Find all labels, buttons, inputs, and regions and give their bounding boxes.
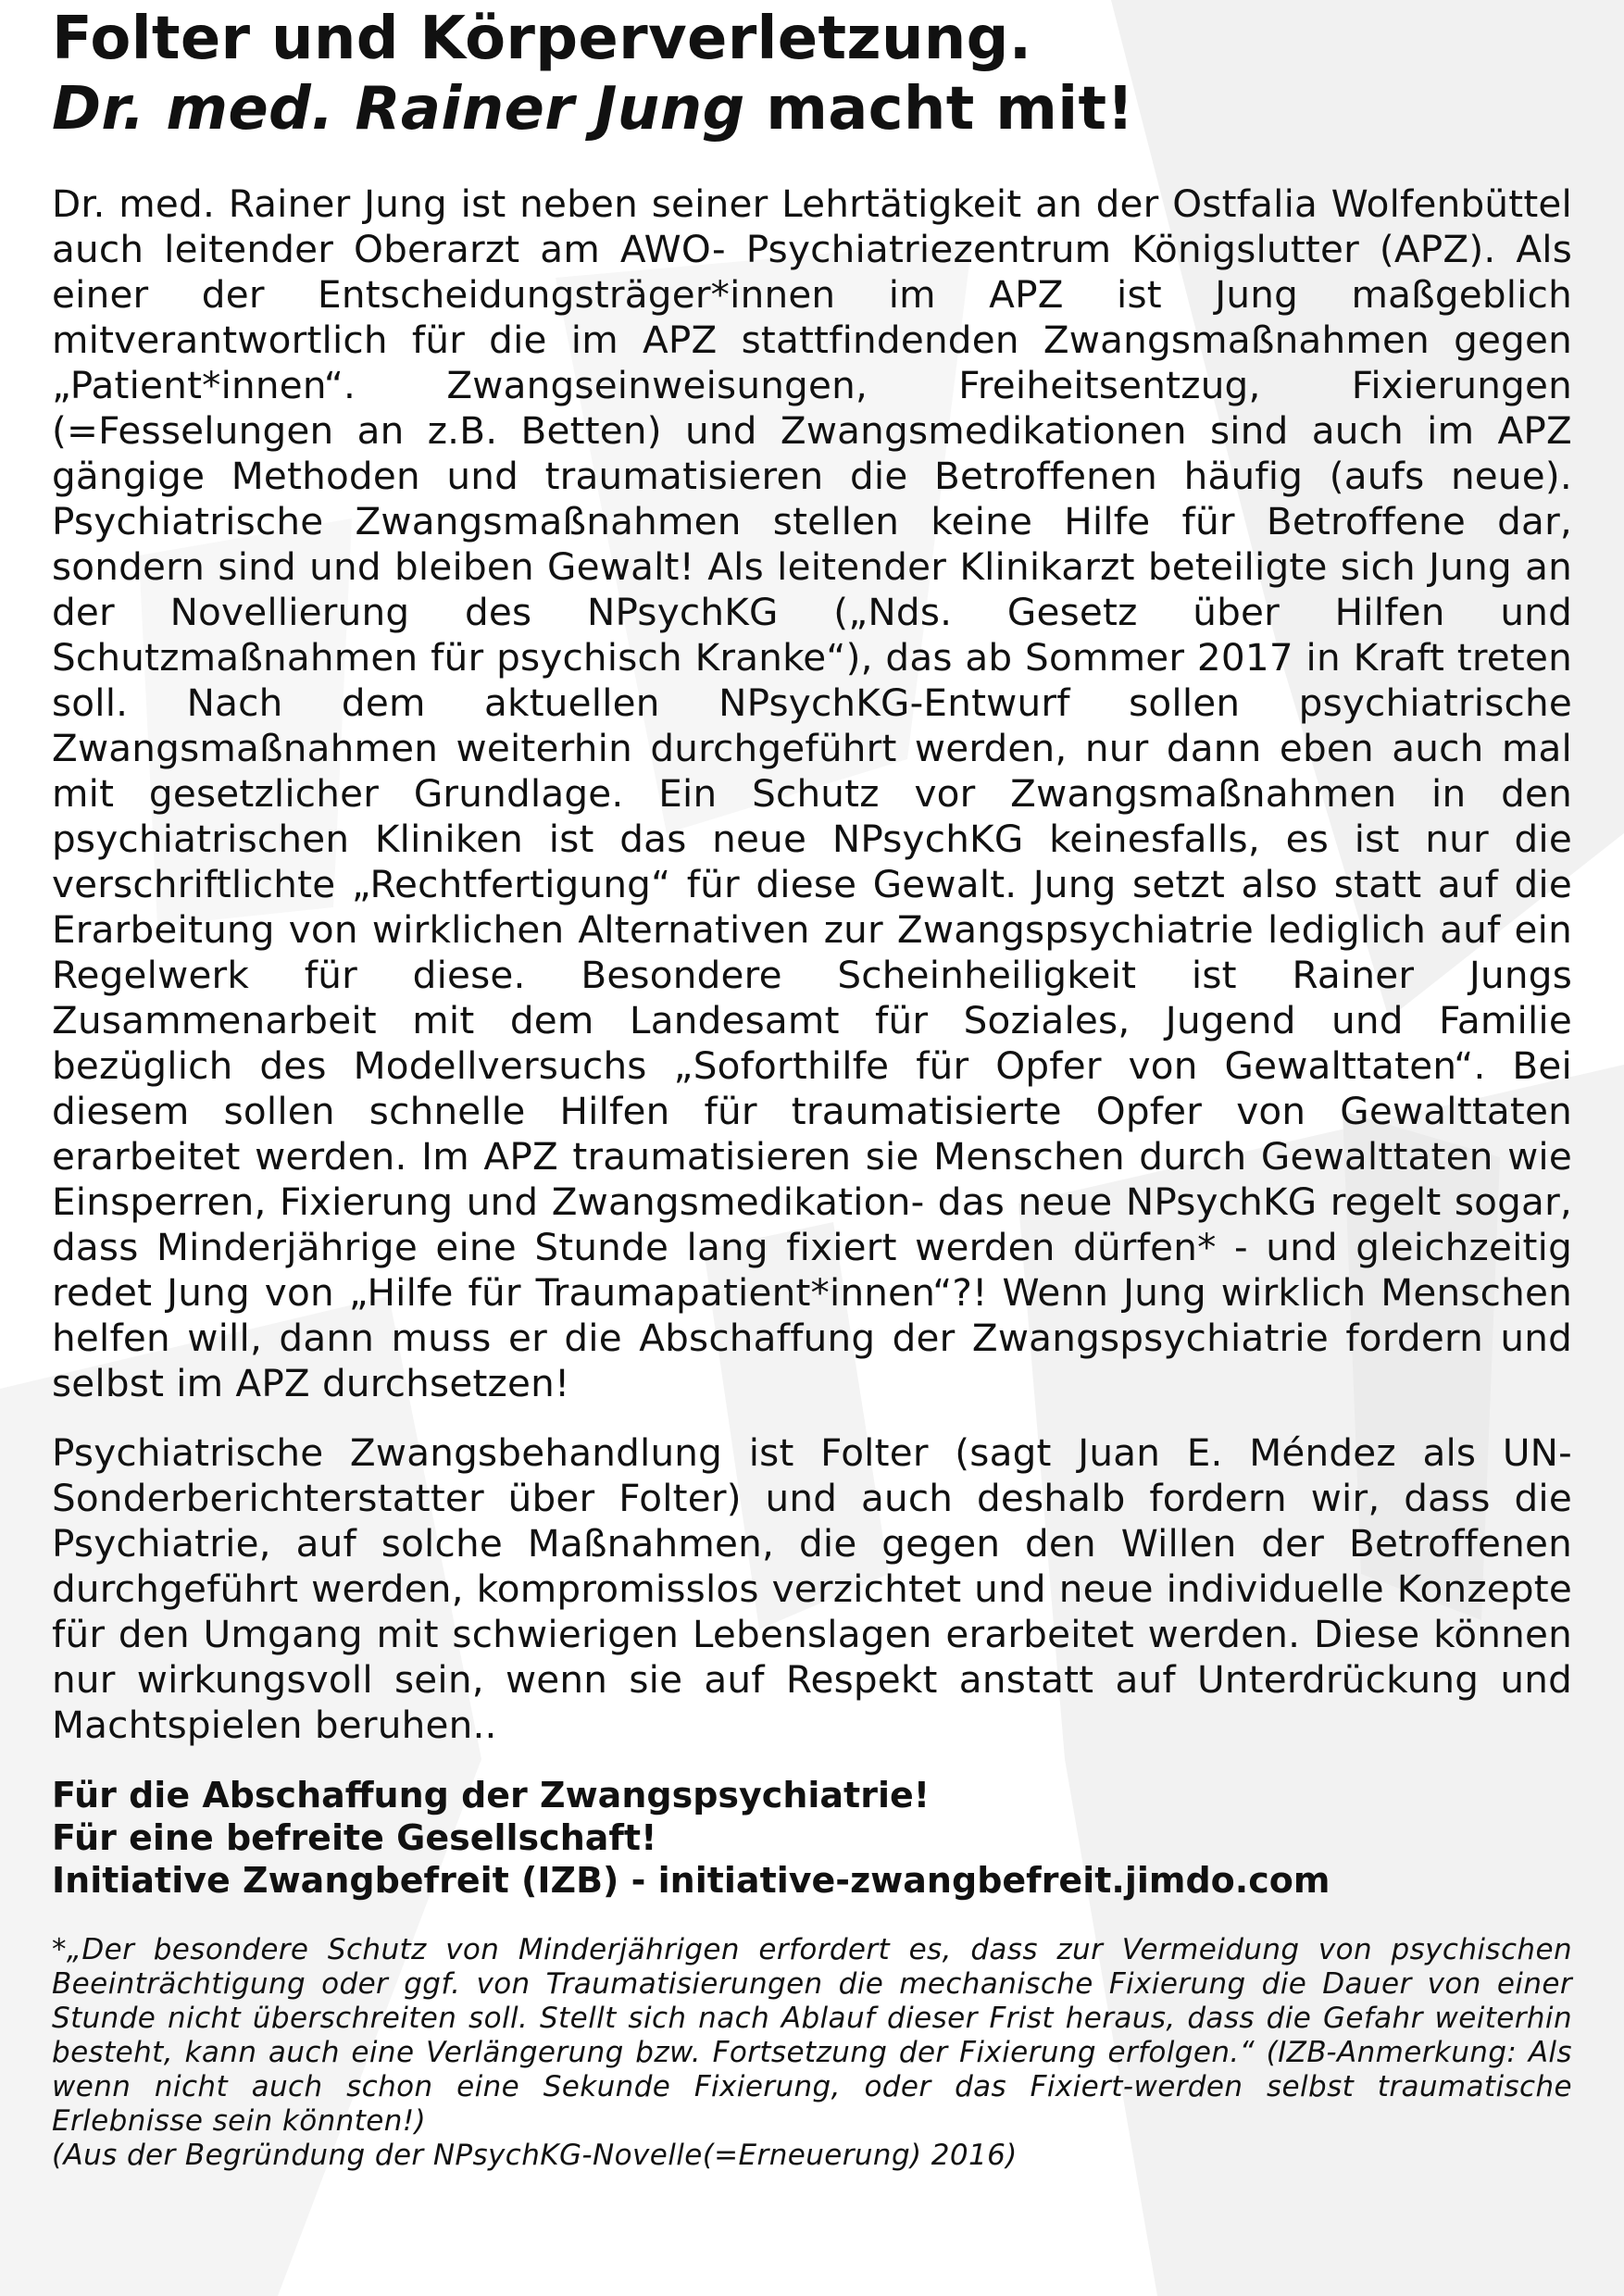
footnote (52, 1933, 1572, 2173)
flyer-page (52, 0, 1572, 2173)
slogan-signature: Initiative Zwangbefreit (IZB) - initiative-zwangbefreit.jimdo.com (52, 1860, 1330, 1901)
title-line-1: Folter und Körperverletzung. (52, 5, 1032, 73)
footnote-quote: *„Der besondere Schutz von Minderjährigen erfordert es, dass zur Vermeidung von psychischen Beeinträchtigung oder ggf. von Traumatisierungen die mechanische Fixierung die Dauer von einer Stunde nicht überschreiten soll. Stellt sich nach Ablauf dieser Frist heraus, dass die Gefahr weiterhin besteht, kann auch eine Verlängerung bzw. Fortsetzung der Fixierung erfolgen.“ (IZB-Anmerkung: Als wenn nicht auch schon eine Sekunde Fixierung, oder das Fixiert-werden selbst traumatische Erlebnisse sein könnten!) (52, 1933, 1572, 2138)
paragraph-demand: Psychiatrische Zwangsbehandlung ist Folter (sagt Juan E. Méndez als UN-Sonderberichterstatter über Folter) und auch deshalb fordern wir, dass die Psychiatrie, auf solche Maßnahmen, die gegen den Willen der Betroffenen durchgeführt werden, kompromisslos verzichtet und neue individuelle Konzepte für den Umgang mit schwierigen Lebenslagen erarbeitet werden. Diese können nur wirkungsvoll sein, wenn sie auf Respekt anstatt auf Unterdrückung und Machtspielen beruhen.. (52, 1430, 1572, 1747)
title-line-2 (52, 74, 1572, 144)
page-title (52, 0, 1572, 144)
title-line-2-rest: macht mit! (744, 75, 1134, 144)
slogan-line: Für eine befreite Gesellschaft! (52, 1817, 657, 1858)
paragraph-main: Dr. med. Rainer Jung ist neben seiner Lehrtätigkeit an der Ostfalia Wolfenbüttel auch leitender Oberarzt am AWO- Psychiatriezentrum Königslutter (APZ). Als einer der Entscheidungsträger*innen im APZ ist Jung maßgeblich mitverantwortlich für die im APZ stattfindenden Zwangsmaßnahmen gegen „Patient*innen“. Zwangseinweisungen, Freiheitsentzug, Fixierungen (=Fesselungen an z.B. Betten) und Zwangsmedikationen sind auch im APZ gängige Methoden und traumatisieren die Betroffenen häufig (aufs neue). Psychiatrische Zwangsmaßnahmen stellen keine Hilfe für Betroffene dar, sondern sind und bleiben Gewalt! Als leitender Klinikarzt beteiligte sich Jung an der Novellierung des NPsychKG („Nds. Gesetz über Hilfen und Schutzmaßnahmen für psychisch Kranke“), das ab Sommer 2017 in Kraft treten soll. Nach dem aktuellen NPsychKG-Entwurf sollen psychiatrische Zwangsmaßnahmen weiterhin durchgeführt werden, nur dann eben auch mal mit gesetzlicher Grundlage. Ein Schutz vor Zwangsmaßnahmen in den psychiatrischen Kliniken ist das neue NPsychKG keinesfalls, es ist nur die verschriftlichte „Rechtfertigung“ für diese Gewalt. Jung setzt also statt auf die Erarbeitung von wirklichen Alternativen zur Zwangspsychiatrie lediglich auf ein Regelwerk für diese. Besondere Scheinheiligkeit ist Rainer Jungs Zusammenarbeit mit dem Landesamt für Soziales, Jugend und Familie bezüglich des Modellversuchs „Soforthilfe für Opfer von Gewalttaten“. Bei diesem sollen schnelle Hilfen für traumatisierte Opfer von Gewalttaten erarbeitet werden. Im APZ traumatisieren sie Menschen durch Gewalttaten wie Einsperren, Fixierung und Zwangsmedikation- das neue NPsychKG regelt sogar, dass Minderjährige eine Stunde lang fixiert werden dürfen* - und gleichzeitig redet Jung von „Hilfe für Traumapatient*innen“?! Wenn Jung wirklich Menschen helfen will, dann muss er die Abschaffung der Zwangspsychiatrie fordern und selbst im APZ durchsetzen! (52, 181, 1572, 1405)
slogan-block (52, 1774, 1572, 1902)
slogan-line: Für die Abschaffung der Zwangspsychiatrie! (52, 1775, 931, 1816)
title-name-italic: Dr. med. Rainer Jung (52, 75, 745, 144)
footnote-source: (Aus der Begründung der NPsychKG-Novelle(=Erneuerung) 2016) (52, 2139, 1018, 2172)
